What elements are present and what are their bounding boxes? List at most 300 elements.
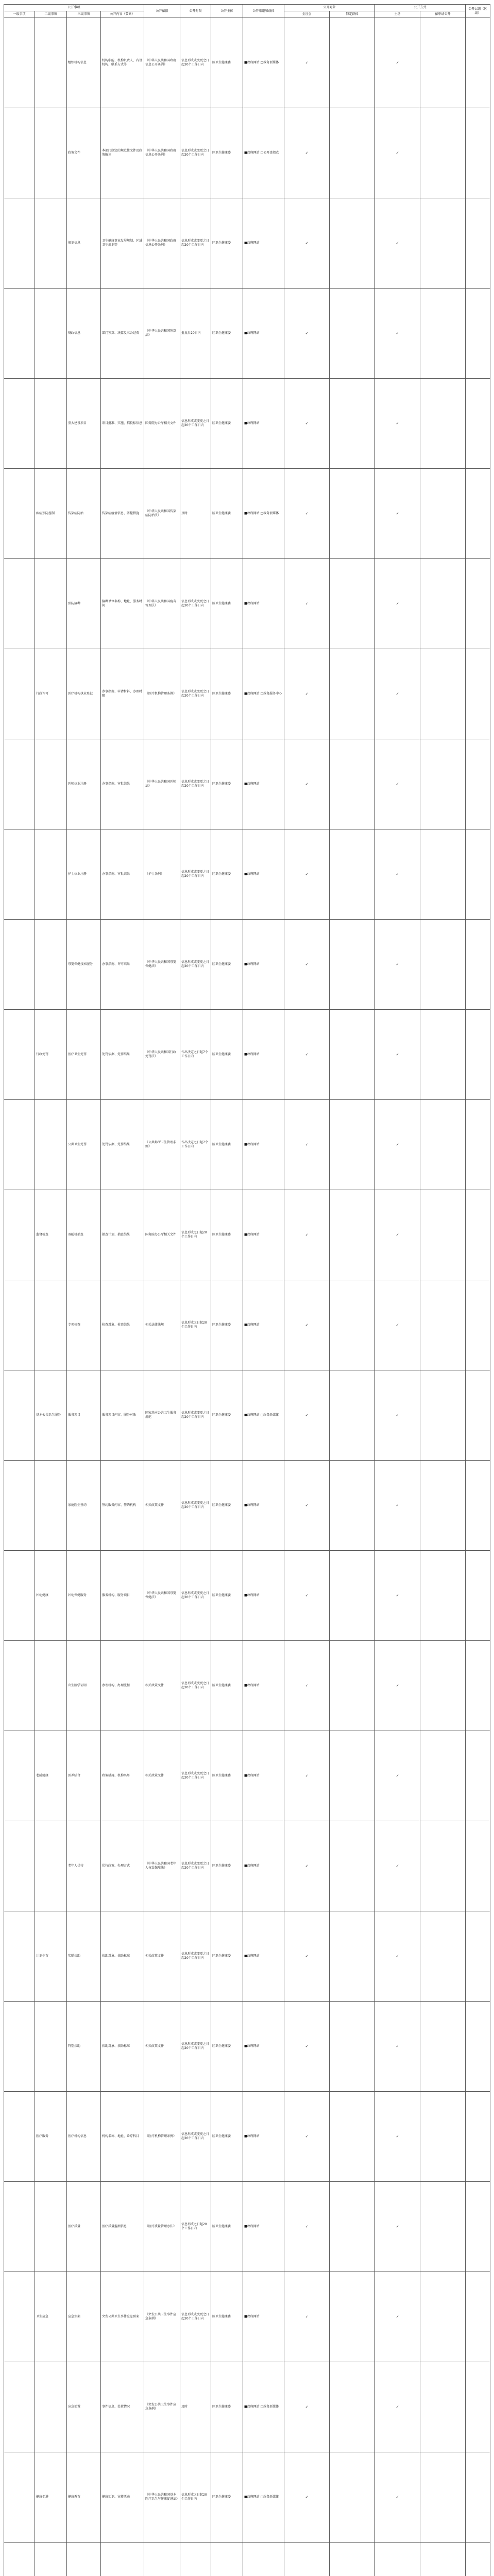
cell-level bbox=[466, 2272, 490, 2362]
cell-channel: ■政府网站 bbox=[243, 1821, 284, 1911]
cell-level2: 疾病预防控制 bbox=[35, 469, 67, 559]
cell-request bbox=[420, 2092, 466, 2182]
cell-level bbox=[466, 2362, 490, 2452]
cell-level2: 卫生应急 bbox=[35, 2272, 67, 2362]
cell-level2 bbox=[35, 108, 67, 198]
cell-content: 机构职能、机构负责人、内设机构、联系方式等 bbox=[101, 18, 144, 108]
cell-level3: 应急处置 bbox=[67, 2362, 101, 2452]
cell-active-check: ✓ bbox=[375, 1911, 420, 2002]
cell-level bbox=[466, 1641, 490, 1731]
cell-content: 项目批准、实施、招投标信息 bbox=[101, 379, 144, 469]
cell-subject bbox=[211, 2543, 243, 2576]
cell-basis: 《中华人民共和国母婴保健法》 bbox=[144, 920, 180, 1010]
table-row bbox=[4, 108, 490, 198]
cell-time: 信息形成或变更之日起20个工作日内 bbox=[180, 739, 211, 829]
cell-time: 信息形成或变更之日起20个工作日内 bbox=[180, 198, 211, 289]
cell-subject: 区卫生健康委 bbox=[211, 289, 243, 379]
cell-level3: 专项检查 bbox=[67, 1280, 101, 1370]
cell-level2 bbox=[35, 2543, 67, 2576]
cell-active-check: ✓ bbox=[375, 1551, 420, 1641]
cell-time: 信息形成或变更之日起20个工作日内 bbox=[180, 1731, 211, 1821]
cell-level1 bbox=[4, 1461, 35, 1551]
cell-level3 bbox=[67, 2543, 101, 2576]
cell-level bbox=[466, 289, 490, 379]
cell-channel: ■政府网站 bbox=[243, 1280, 284, 1370]
cell-all-public-check bbox=[284, 2543, 330, 2576]
cell-basis: 《医疗质量管理办法》 bbox=[144, 2182, 180, 2272]
cell-content: 扶助对象、扶助标准 bbox=[101, 1911, 144, 2002]
cell-basis: 《中华人民共和国传染病防治法》 bbox=[144, 469, 180, 559]
cell-level3: 公共卫生处罚 bbox=[67, 1100, 101, 1190]
cell-level2 bbox=[35, 559, 67, 649]
cell-request bbox=[420, 2452, 466, 2543]
table-row bbox=[4, 1370, 490, 1461]
cell-level3: 母婴保健技术服务 bbox=[67, 920, 101, 1010]
cell-channel: ■政府网站 bbox=[243, 2092, 284, 2182]
cell-all-public-check: ✓ bbox=[284, 198, 330, 289]
cell-level2 bbox=[35, 379, 67, 469]
cell-level1 bbox=[4, 1190, 35, 1280]
cell-active-check: ✓ bbox=[375, 1821, 420, 1911]
cell-basis bbox=[144, 2543, 180, 2576]
cell-content: 扶助对象、扶助标准 bbox=[101, 2002, 144, 2092]
cell-level1 bbox=[4, 2002, 35, 2092]
cell-time: 信息形成或变更之日起20个工作日内 bbox=[180, 2002, 211, 2092]
cell-level2 bbox=[35, 2362, 67, 2452]
header-specific: 特定群体 bbox=[330, 11, 375, 18]
cell-channel: ■政府网站 bbox=[243, 2182, 284, 2272]
table-body bbox=[4, 18, 490, 2576]
cell-subject: 区卫生健康委 bbox=[211, 1461, 243, 1551]
cell-specific bbox=[330, 829, 375, 920]
cell-time: 信息形成或变更之日起20个工作日内 bbox=[180, 1641, 211, 1731]
cell-time: 信息形成或变更之日起20个工作日内 bbox=[180, 18, 211, 108]
cell-level1 bbox=[4, 469, 35, 559]
cell-subject: 区卫生健康委 bbox=[211, 2092, 243, 2182]
cell-level2 bbox=[35, 1100, 67, 1190]
table-row bbox=[4, 1911, 490, 2002]
cell-level2 bbox=[35, 739, 67, 829]
table-row bbox=[4, 1551, 490, 1641]
cell-content: 签约服务内容、签约机构 bbox=[101, 1461, 144, 1551]
cell-level2: 医疗服务 bbox=[35, 2092, 67, 2182]
cell-specific bbox=[330, 2452, 375, 2543]
cell-channel: ■政府网站 bbox=[243, 379, 284, 469]
table-row bbox=[4, 920, 490, 1010]
cell-all-public-check: ✓ bbox=[284, 920, 330, 1010]
cell-specific bbox=[330, 1821, 375, 1911]
cell-basis: 《医疗机构管理条例》 bbox=[144, 2092, 180, 2182]
cell-time: 信息形成之日起20个工作日内 bbox=[180, 1280, 211, 1370]
cell-subject: 区卫生健康委 bbox=[211, 1641, 243, 1731]
cell-channel: ■政府网站 bbox=[243, 1731, 284, 1821]
cell-level1 bbox=[4, 1010, 35, 1100]
cell-all-public-check: ✓ bbox=[284, 2452, 330, 2543]
cell-specific bbox=[330, 1551, 375, 1641]
cell-channel: ■政府网站 □政务服务中心 bbox=[243, 649, 284, 739]
cell-specific bbox=[330, 2182, 375, 2272]
cell-channel: ■政府网站 bbox=[243, 198, 284, 289]
cell-specific bbox=[330, 1100, 375, 1190]
cell-level2: 基本公共卫生服务 bbox=[35, 1370, 67, 1461]
table-row bbox=[4, 2002, 490, 2092]
cell-content: 抽查计划、抽查结果 bbox=[101, 1190, 144, 1280]
table-row bbox=[4, 829, 490, 920]
cell-content: 办事指南、申请材料、办理时限 bbox=[101, 649, 144, 739]
cell-request bbox=[420, 829, 466, 920]
table-row bbox=[4, 739, 490, 829]
cell-active-check: ✓ bbox=[375, 1100, 420, 1190]
cell-subject: 区卫生健康委 bbox=[211, 108, 243, 198]
cell-all-public-check: ✓ bbox=[284, 289, 330, 379]
cell-level1 bbox=[4, 2092, 35, 2182]
cell-basis: 《护士条例》 bbox=[144, 829, 180, 920]
header-subject: 公开主体 bbox=[211, 5, 243, 18]
table-row bbox=[4, 2272, 490, 2362]
cell-all-public-check: ✓ bbox=[284, 829, 330, 920]
cell-level3: 应急预案 bbox=[67, 2272, 101, 2362]
cell-basis: 《医疗机构管理条例》 bbox=[144, 649, 180, 739]
cell-time: 信息形成或变更之日起20个工作日内 bbox=[180, 559, 211, 649]
cell-channel: ■政府网站 bbox=[243, 289, 284, 379]
cell-subject: 区卫生健康委 bbox=[211, 920, 243, 1010]
cell-time: 信息形成或变更之日起20个工作日内 bbox=[180, 2272, 211, 2362]
cell-active-check: ✓ bbox=[375, 108, 420, 198]
cell-request bbox=[420, 2182, 466, 2272]
cell-specific bbox=[330, 1641, 375, 1731]
cell-channel: ■政府网站 bbox=[243, 1551, 284, 1641]
cell-all-public-check: ✓ bbox=[284, 559, 330, 649]
cell-active-check: ✓ bbox=[375, 2272, 420, 2362]
cell-request bbox=[420, 649, 466, 739]
cell-time: 信息形成或变更之日起20个工作日内 bbox=[180, 649, 211, 739]
cell-channel: ■政府网站 bbox=[243, 559, 284, 649]
table-header bbox=[4, 5, 490, 18]
cell-content: 办理机构、办理流程 bbox=[101, 1641, 144, 1731]
cell-content bbox=[101, 2543, 144, 2576]
header-active: 主动 bbox=[375, 11, 420, 18]
cell-request bbox=[420, 739, 466, 829]
cell-basis: 《中华人民共和国预算法》 bbox=[144, 289, 180, 379]
cell-level1 bbox=[4, 2452, 35, 2543]
cell-request bbox=[420, 1731, 466, 1821]
cell-content: 政策措施、机构名单 bbox=[101, 1731, 144, 1821]
cell-level bbox=[466, 559, 490, 649]
cell-all-public-check: ✓ bbox=[284, 1821, 330, 1911]
cell-level1 bbox=[4, 198, 35, 289]
cell-level bbox=[466, 920, 490, 1010]
header-group-scope: 公开对象 bbox=[284, 5, 375, 11]
cell-content: 处罚依据、处罚结果 bbox=[101, 1010, 144, 1100]
cell-time: 信息形成或变更之日起20个工作日内 bbox=[180, 1821, 211, 1911]
cell-channel: ■政府网站 bbox=[243, 920, 284, 1010]
cell-level bbox=[466, 2182, 490, 2272]
cell-level1 bbox=[4, 379, 35, 469]
cell-request bbox=[420, 198, 466, 289]
cell-level1 bbox=[4, 1821, 35, 1911]
cell-channel: ■政府网站 □政务新媒体 bbox=[243, 2452, 284, 2543]
table-row bbox=[4, 649, 490, 739]
cell-time: 及时 bbox=[180, 2362, 211, 2452]
cell-subject: 区卫生健康委 bbox=[211, 18, 243, 108]
cell-level2 bbox=[35, 1821, 67, 1911]
table-row bbox=[4, 2182, 490, 2272]
cell-all-public-check: ✓ bbox=[284, 2182, 330, 2272]
cell-subject: 区卫生健康委 bbox=[211, 2002, 243, 2092]
cell-level bbox=[466, 1821, 490, 1911]
cell-level bbox=[466, 739, 490, 829]
cell-time: 信息形成之日起20个工作日内 bbox=[180, 2452, 211, 2543]
cell-basis: 相关政策文件 bbox=[144, 1641, 180, 1731]
cell-level1 bbox=[4, 2182, 35, 2272]
cell-level bbox=[466, 2452, 490, 2543]
cell-all-public-check: ✓ bbox=[284, 1190, 330, 1280]
cell-request bbox=[420, 920, 466, 1010]
cell-level1 bbox=[4, 920, 35, 1010]
cell-all-public-check: ✓ bbox=[284, 649, 330, 739]
cell-active-check: ✓ bbox=[375, 289, 420, 379]
cell-level2 bbox=[35, 2002, 67, 2092]
table-row bbox=[4, 379, 490, 469]
cell-request bbox=[420, 289, 466, 379]
cell-level2: 行政处罚 bbox=[35, 1010, 67, 1100]
table-row bbox=[4, 1280, 490, 1370]
cell-active-check: ✓ bbox=[375, 1280, 420, 1370]
cell-subject: 区卫生健康委 bbox=[211, 379, 243, 469]
cell-level1 bbox=[4, 1100, 35, 1190]
cell-content: 事件信息、处置情况 bbox=[101, 2362, 144, 2452]
cell-level1 bbox=[4, 1280, 35, 1370]
cell-specific bbox=[330, 108, 375, 198]
cell-level3: 护士执业注册 bbox=[67, 829, 101, 920]
cell-active-check: ✓ bbox=[375, 2182, 420, 2272]
cell-subject: 区卫生健康委 bbox=[211, 1100, 243, 1190]
cell-level2: 监督检查 bbox=[35, 1190, 67, 1280]
cell-active-check: ✓ bbox=[375, 1190, 420, 1280]
table-row bbox=[4, 1100, 490, 1190]
cell-level1 bbox=[4, 1641, 35, 1731]
cell-all-public-check: ✓ bbox=[284, 108, 330, 198]
cell-level1 bbox=[4, 1551, 35, 1641]
cell-level2 bbox=[35, 829, 67, 920]
cell-level2 bbox=[35, 2182, 67, 2272]
cell-subject: 区卫生健康委 bbox=[211, 649, 243, 739]
cell-subject: 区卫生健康委 bbox=[211, 2182, 243, 2272]
cell-active-check: ✓ bbox=[375, 198, 420, 289]
cell-time: 信息形成或变更之日起20个工作日内 bbox=[180, 2092, 211, 2182]
cell-request bbox=[420, 108, 466, 198]
cell-level1 bbox=[4, 1731, 35, 1821]
cell-level bbox=[466, 2092, 490, 2182]
cell-level3: 家庭医生签约 bbox=[67, 1461, 101, 1551]
header-group-mode: 公开方式 bbox=[375, 5, 466, 11]
cell-basis: 《中华人民共和国行政处罚法》 bbox=[144, 1010, 180, 1100]
cell-content: 传染病疫情信息、防控措施 bbox=[101, 469, 144, 559]
table-row bbox=[4, 18, 490, 108]
cell-request bbox=[420, 1461, 466, 1551]
cell-request bbox=[420, 1641, 466, 1731]
cell-level bbox=[466, 1280, 490, 1370]
cell-basis: 相关政策文件 bbox=[144, 1731, 180, 1821]
cell-level3: 重大建设项目 bbox=[67, 379, 101, 469]
cell-basis: 《中华人民共和国老年人权益保障法》 bbox=[144, 1821, 180, 1911]
cell-level3: 财政信息 bbox=[67, 289, 101, 379]
cell-subject: 区卫生健康委 bbox=[211, 198, 243, 289]
cell-time: 信息形成或变更之日起20个工作日内 bbox=[180, 379, 211, 469]
cell-time: 作出决定之日起7个工作日内 bbox=[180, 1100, 211, 1190]
cell-all-public-check: ✓ bbox=[284, 2272, 330, 2362]
cell-active-check: ✓ bbox=[375, 2092, 420, 2182]
cell-level1 bbox=[4, 739, 35, 829]
cell-basis: 《中华人民共和国医师法》 bbox=[144, 739, 180, 829]
cell-level3: 医师执业注册 bbox=[67, 739, 101, 829]
cell-active-check: ✓ bbox=[375, 920, 420, 1010]
cell-active-check: ✓ bbox=[375, 2452, 420, 2543]
cell-level bbox=[466, 1010, 490, 1100]
cell-specific bbox=[330, 1010, 375, 1100]
cell-level2: 行政许可 bbox=[35, 649, 67, 739]
cell-specific bbox=[330, 2002, 375, 2092]
cell-channel: ■政府网站 □政务新媒体 bbox=[243, 2362, 284, 2452]
cell-content: 办事指南、审批结果 bbox=[101, 829, 144, 920]
cell-level3: 组织机构信息 bbox=[67, 18, 101, 108]
cell-request bbox=[420, 1010, 466, 1100]
cell-all-public-check: ✓ bbox=[284, 1280, 330, 1370]
cell-subject: 区卫生健康委 bbox=[211, 739, 243, 829]
cell-request bbox=[420, 2362, 466, 2452]
cell-channel: ■政府网站 bbox=[243, 1461, 284, 1551]
cell-level3: 医疗机构执业登记 bbox=[67, 649, 101, 739]
cell-content: 接种单位名称、地址、服务时间 bbox=[101, 559, 144, 649]
cell-level bbox=[466, 1100, 490, 1190]
cell-level2 bbox=[35, 198, 67, 289]
cell-level1 bbox=[4, 289, 35, 379]
cell-level3: 医疗质量 bbox=[67, 2182, 101, 2272]
cell-specific bbox=[330, 649, 375, 739]
cell-time: 批复后20日内 bbox=[180, 289, 211, 379]
cell-all-public-check: ✓ bbox=[284, 1010, 330, 1100]
cell-channel: ■政府网站 bbox=[243, 2272, 284, 2362]
cell-all-public-check: ✓ bbox=[284, 469, 330, 559]
cell-level3: 奖励扶助 bbox=[67, 1911, 101, 2002]
cell-level3: 医养结合 bbox=[67, 1731, 101, 1821]
cell-level2 bbox=[35, 1280, 67, 1370]
cell-level2 bbox=[35, 289, 67, 379]
cell-level bbox=[466, 469, 490, 559]
table-row bbox=[4, 1190, 490, 1280]
cell-level3: 妇幼保健服务 bbox=[67, 1551, 101, 1641]
cell-all-public-check: ✓ bbox=[284, 379, 330, 469]
cell-specific bbox=[330, 2362, 375, 2452]
cell-request bbox=[420, 18, 466, 108]
table-row bbox=[4, 289, 490, 379]
cell-time: 信息形成或变更之日起20个工作日内 bbox=[180, 1911, 211, 2002]
cell-time: 及时 bbox=[180, 469, 211, 559]
cell-content: 本部门制定的规范性文件及政策解读 bbox=[101, 108, 144, 198]
cell-level bbox=[466, 379, 490, 469]
cell-content: 卫生健康事业发展规划、区域卫生规划等 bbox=[101, 198, 144, 289]
table-row bbox=[4, 2543, 490, 2576]
cell-level3: 健康教育 bbox=[67, 2452, 101, 2543]
cell-active-check: ✓ bbox=[375, 469, 420, 559]
cell-specific bbox=[330, 1731, 375, 1821]
cell-time: 信息形成之日起20个工作日内 bbox=[180, 1190, 211, 1280]
cell-content: 部门预算、决算及三公经费 bbox=[101, 289, 144, 379]
cell-request bbox=[420, 469, 466, 559]
cell-level1 bbox=[4, 2543, 35, 2576]
cell-basis: 《中华人民共和国政府信息公开条例》 bbox=[144, 198, 180, 289]
cell-subject: 区卫生健康委 bbox=[211, 1821, 243, 1911]
cell-time bbox=[180, 2543, 211, 2576]
cell-level2 bbox=[35, 1641, 67, 1731]
cell-channel: ■政府网站 bbox=[243, 829, 284, 920]
cell-active-check bbox=[375, 2543, 420, 2576]
cell-level3: 出生医学证明 bbox=[67, 1641, 101, 1731]
cell-content: 机构名称、地址、诊疗科目 bbox=[101, 2092, 144, 2182]
cell-basis: 《突发公共卫生事件应急条例》 bbox=[144, 2272, 180, 2362]
header-time: 公开时限 bbox=[180, 5, 211, 18]
cell-request bbox=[420, 1100, 466, 1190]
table-row bbox=[4, 1010, 490, 1100]
cell-level bbox=[466, 2543, 490, 2576]
cell-level2: 妇幼健康 bbox=[35, 1551, 67, 1641]
cell-level bbox=[466, 1190, 490, 1280]
header-group-item: 公开事项 bbox=[4, 5, 144, 11]
cell-level1 bbox=[4, 2362, 35, 2452]
cell-request bbox=[420, 1370, 466, 1461]
cell-specific bbox=[330, 559, 375, 649]
table-row bbox=[4, 1821, 490, 1911]
cell-level3: 特别扶助 bbox=[67, 2002, 101, 2092]
cell-basis: 相关政策文件 bbox=[144, 1911, 180, 2002]
cell-content: 检查对象、检查结果 bbox=[101, 1280, 144, 1370]
cell-active-check: ✓ bbox=[375, 379, 420, 469]
header-content: 公开内容（要素） bbox=[101, 11, 144, 18]
cell-request bbox=[420, 1911, 466, 2002]
cell-level3: 规划信息 bbox=[67, 198, 101, 289]
cell-basis: 相关法律法规 bbox=[144, 1280, 180, 1370]
cell-specific bbox=[330, 2092, 375, 2182]
cell-level bbox=[466, 18, 490, 108]
cell-time: 作出决定之日起7个工作日内 bbox=[180, 1010, 211, 1100]
cell-content: 突发公共卫生事件应急预案 bbox=[101, 2272, 144, 2362]
header-level: 公开层级（区级） bbox=[466, 5, 490, 18]
cell-basis: 《中华人民共和国政府信息公开条例》 bbox=[144, 108, 180, 198]
cell-basis: 《公共场所卫生管理条例》 bbox=[144, 1100, 180, 1190]
cell-basis: 《中华人民共和国政府信息公开条例》 bbox=[144, 18, 180, 108]
cell-level3: 政策文件 bbox=[67, 108, 101, 198]
cell-level bbox=[466, 198, 490, 289]
cell-specific bbox=[330, 1370, 375, 1461]
cell-channel: ■政府网站 bbox=[243, 1911, 284, 2002]
cell-all-public-check: ✓ bbox=[284, 18, 330, 108]
cell-all-public-check: ✓ bbox=[284, 1100, 330, 1190]
cell-specific bbox=[330, 1280, 375, 1370]
cell-specific bbox=[330, 2543, 375, 2576]
cell-channel bbox=[243, 2543, 284, 2576]
cell-level bbox=[466, 1911, 490, 2002]
cell-level1 bbox=[4, 18, 35, 108]
table-row bbox=[4, 1731, 490, 1821]
cell-request bbox=[420, 1280, 466, 1370]
cell-content: 办事指南、许可结果 bbox=[101, 920, 144, 1010]
table-row bbox=[4, 2452, 490, 2543]
header-request: 依申请公开 bbox=[420, 11, 466, 18]
cell-subject: 区卫生健康委 bbox=[211, 829, 243, 920]
cell-subject: 区卫生健康委 bbox=[211, 1551, 243, 1641]
cell-level bbox=[466, 829, 490, 920]
header-all-public: 全社会 bbox=[284, 11, 330, 18]
